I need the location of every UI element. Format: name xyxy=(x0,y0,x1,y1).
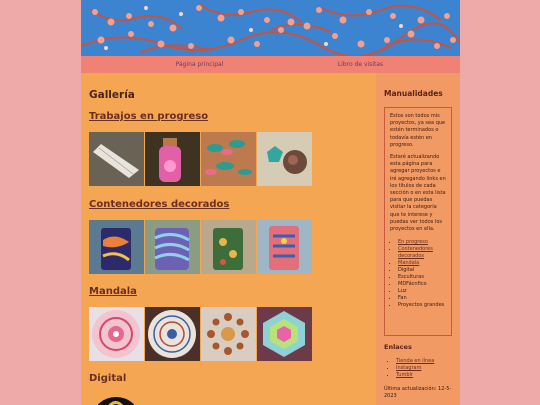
gallery-row-in-progress xyxy=(89,132,312,186)
category-item: • MDFácnfico xyxy=(398,281,446,288)
gallery-thumb[interactable] xyxy=(145,132,200,186)
link-instagram[interactable]: • Instagram xyxy=(396,365,456,372)
gallery-thumb[interactable] xyxy=(145,220,200,274)
category-item: • Luz xyxy=(398,288,446,295)
page-container xyxy=(81,0,460,405)
sidebar xyxy=(376,73,460,405)
link-online-store[interactable]: • Tienda en línea xyxy=(396,358,456,365)
category-item: • Esculturas xyxy=(398,274,446,281)
sidebar-intro-text: Estos son todos mis proyectos, ya sea que estén terminados o todavía estén en progreso. xyxy=(390,113,446,148)
category-item: • Fan xyxy=(398,295,446,302)
gallery-row-mandala xyxy=(89,307,312,361)
gallery-thumb-digital[interactable] xyxy=(93,395,139,405)
link-tumblr[interactable]: • Tumblr xyxy=(396,372,456,379)
links-title: Enlaces xyxy=(384,343,412,351)
category-item[interactable]: • Mandala xyxy=(398,260,446,267)
sidebar-title: Manualidades xyxy=(384,89,443,98)
category-item: • Digital xyxy=(398,267,446,274)
category-item[interactable]: • En progreso xyxy=(398,239,446,246)
nav-home-link[interactable]: Página principal xyxy=(175,61,224,68)
gallery-thumb[interactable] xyxy=(201,132,256,186)
links-list xyxy=(388,358,456,379)
category-item[interactable]: • Contenedores decorados xyxy=(398,246,446,260)
nav-guestbook-link[interactable]: Libro de visitas xyxy=(337,61,384,68)
top-nav xyxy=(81,56,460,73)
gallery-thumb[interactable] xyxy=(257,132,312,186)
gallery-thumb[interactable] xyxy=(89,307,144,361)
gallery-thumb[interactable] xyxy=(145,307,200,361)
gallery-thumb[interactable] xyxy=(89,220,144,274)
category-item: • Proyectos grandes xyxy=(398,302,446,309)
sidebar-info-box xyxy=(384,107,452,336)
gallery-thumb[interactable] xyxy=(89,132,144,186)
gallery-row-containers xyxy=(89,220,312,274)
page-title: Gallería xyxy=(89,89,135,101)
section-title-digital: Digital xyxy=(89,373,127,384)
gallery-thumb[interactable] xyxy=(201,307,256,361)
gallery-thumb[interactable] xyxy=(257,220,312,274)
category-list xyxy=(390,239,446,309)
section-title-mandala[interactable]: Mandala xyxy=(89,286,137,297)
header-banner-image xyxy=(81,0,460,56)
gallery-thumb[interactable] xyxy=(257,307,312,361)
section-title-in-progress[interactable]: Trabajos en progreso xyxy=(89,111,209,122)
last-updated-text: Última actualización: 12-5-2023 xyxy=(384,386,452,400)
main-content xyxy=(81,73,376,405)
gallery-thumb[interactable] xyxy=(201,220,256,274)
sidebar-intro-text-2: Estaré actualizando esta página para agregar proyectos e iré agregando links en los títulos de cada sección o en esta lista para que puedas visitar la categoría que te interese y puedas ver todos los proyectos en ella. xyxy=(390,154,446,233)
section-title-decorated-containers[interactable]: Contenedores decorados xyxy=(89,199,230,210)
